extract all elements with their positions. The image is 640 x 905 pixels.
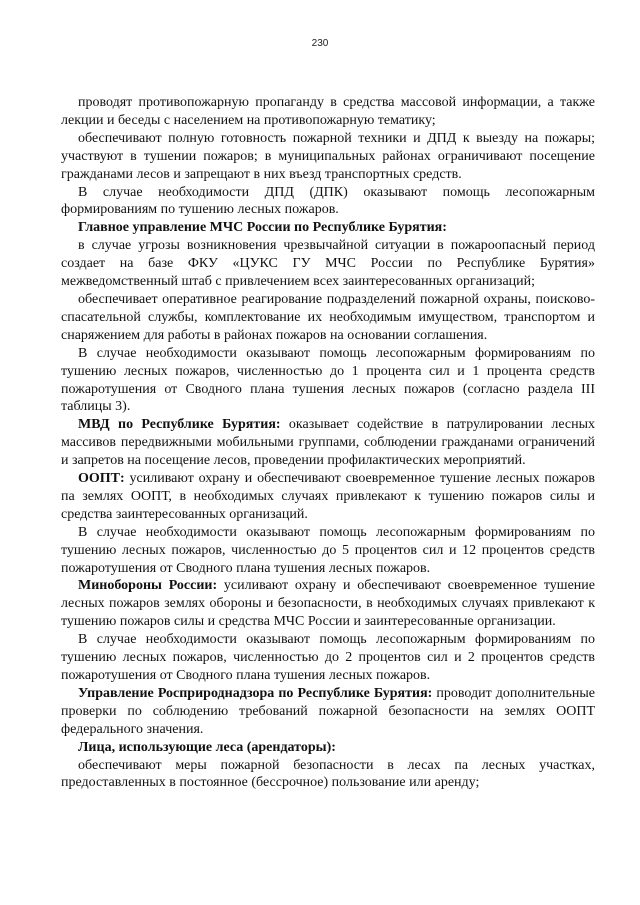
paragraph-oopt [61, 470, 595, 524]
paragraph-15: обеспечивают меры пожарной безопасности в лесах па лесных участках, предоставленных в постоянное (бессрочное) пользование или аренду; [61, 757, 595, 791]
paragraph-minoborony [61, 577, 595, 631]
paragraph-mvd-text: оказывает содействие в патрулировании лесных массивов передвижными мобильными группами, соблюдении гражданами ограничений и запретов на посещение лесов, проведении профилактических мероприятий. [61, 417, 595, 469]
paragraph-3: В случае необходимости ДПД (ДПК) оказывают помощь лесопожарным формированиям по тушению лесных пожаров. [61, 184, 595, 218]
section-heading-arendatory-text: Лица, использующие леса (арендаторы): [78, 739, 336, 755]
paragraph-2: обеспечивают полную готовность пожарной техники и ДПД к выезду на пожары; участвуют в тушении пожаров; в муниципальных районах ограничивают посещение гражданами лесов и запрещают в них въезд транспортных средств. [61, 130, 595, 182]
paragraph-mvd [61, 416, 595, 470]
paragraph-rosprirodnadzor [61, 685, 595, 739]
paragraph-oopt-lead: ООПТ: [78, 471, 125, 487]
paragraph-1: проводят противопожарную пропаганду в средства массовой информации, а также лекции и беседы с населением на противопожарную тематику; [61, 95, 595, 128]
section-heading-mchs-text: Главное управление МЧС России по Республике Бурятия: [78, 220, 447, 236]
paragraph-6: обеспечивает оперативное реагирование подразделений пожарной охраны, поисково-спасательной службы, комплектование их необходимым имуществом, транспортом и снаряжением для работы в районах пожаров на основании соглашения. [61, 291, 595, 343]
page-number: 230 [311, 38, 329, 49]
section-heading-mchs [61, 219, 595, 237]
paragraph-minoborony-lead: Минобороны России: [78, 578, 218, 594]
paragraph-12: В случае необходимости оказывают помощь лесопожарным формированиям по тушению лесных пожаров, численностью до 2 процентов сил и 2 процентов средств пожаротушения от Сводного плана тушения лесных пожаров. [61, 632, 595, 683]
section-heading-arendatory [61, 739, 595, 757]
paragraph-5: в случае угрозы возникновения чрезвычайной ситуации в пожароопасный период создает на базе ФКУ «ЦУКС ГУ МЧС России по Республике Бурятия» межведомственный штаб с привлечением всех заинтересованных организаций; [61, 238, 595, 290]
paragraph-mvd-lead: МВД по Республике Бурятия: [78, 417, 281, 433]
paragraph-7: В случае необходимости оказывают помощь лесопожарным формированиям по тушению лесных пожаров, численностью до 1 процента сил и 1 процента средств пожаротушения от Сводного плана тушения лесных пожаров (согласно раздела III таблицы 3). [61, 345, 595, 415]
paragraph-rosprirodnadzor-lead: Управление Росприроднадзора по Республике Бурятия: [78, 685, 433, 701]
paragraph-rosprirodnadzor-text: проводит дополнительные проверки по соблюдению требований пожарной безопасности на землях ООПТ федерального значения. [61, 685, 595, 737]
paragraph-oopt-text: усиливают охрану и обеспечивают своевременное тушение лесных пожаров па землях ООПТ, в необходимых случаях привлекают к тушению пожаров силы и средства заинтересованных организаций. [61, 471, 595, 522]
paragraph-minoborony-text: усиливают охрану и обеспечивают своевременное тушение лесных пожаров землях обороны и безопасности, в необходимых случаях привлекают к тушению пожаров силы и средства МЧС России и заинтересованные организации. [61, 578, 596, 630]
page-body [61, 94, 595, 792]
paragraph-10: В случае необходимости оказывают помощь лесопожарным формированиям по тушению лесных пожаров, численностью до 5 процентов сил и 12 процентов средств пожаротушения от Сводного плана тушения лесных пожаров. [61, 524, 595, 576]
